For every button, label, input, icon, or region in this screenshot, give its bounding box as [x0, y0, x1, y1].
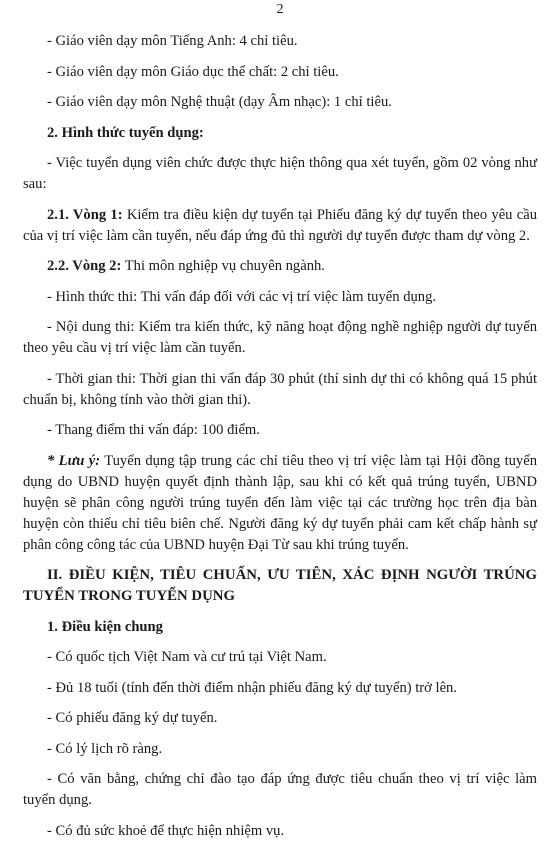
- line-teacher-english: - Giáo viên dạy môn Tiếng Anh: 4 chỉ tiêu.: [47, 33, 298, 49]
- section-heading-recruitment-form: 2. Hình thức tuyển dụng:: [47, 124, 204, 141]
- round2-label: 2.2. Vòng 2:: [47, 258, 122, 274]
- note-paragraph: [23, 451, 537, 556]
- round1-paragraph: [23, 205, 537, 247]
- document-body: [23, 31, 537, 851]
- round1-label: 2.1. Vòng 1:: [47, 206, 123, 223]
- page-number: 2: [276, 2, 284, 17]
- part2-heading: II. ĐIỀU KIỆN, TIÊU CHUẨN, ƯU TIÊN, XÁC ĐỊNH NGƯỜI TRÚNG TUYỂN TRONG TUYỂN DỤNG: [23, 567, 537, 604]
- line-teacher-art: - Giáo viên dạy môn Nghệ thuật (dạy Âm nhạc): 1 chỉ tiêu.: [47, 94, 392, 110]
- condition-item: - Có lý lịch rõ ràng.: [47, 740, 163, 757]
- round2-text: Thi môn nghiệp vụ chuyên ngành.: [121, 258, 325, 274]
- general-conditions-heading: 1. Điều kiện chung: [47, 618, 163, 635]
- recruitment-intro: - Việc tuyển dụng viên chức được thực hiện thông qua xét tuyển, gồm 02 vòng như sau:: [23, 155, 537, 192]
- condition-item: - Có văn bằng, chứng chỉ đào tạo đáp ứng được tiêu chuẩn theo vị trí việc làm tuyển dụng.: [23, 771, 537, 808]
- round2-paragraph: [23, 256, 537, 277]
- exam-form: - Hình thức thi: Thi vấn đáp đối với các vị trí việc làm tuyển dụng.: [47, 288, 437, 305]
- exam-time: - Thời gian thi: Thời gian thi vấn đáp 30 phút (thí sinh dự thi có không quá 15 phút chuẩn bị, không tính vào thời gian thi).: [23, 370, 537, 408]
- exam-scale: - Thang điểm thi vấn đáp: 100 điểm.: [47, 422, 260, 438]
- condition-item: - Có quốc tịch Việt Nam và cư trú tại Việt Nam.: [47, 649, 327, 665]
- line-teacher-pe: - Giáo viên dạy môn Giáo dục thể chất: 2 chỉ tiêu.: [47, 63, 339, 80]
- note-text: Tuyển dụng tập trung các chỉ tiêu theo vị trí việc làm tại Hội đồng tuyển dụng do UBND huyện quyết định thành lập, sau khi có kết quả trúng tuyển, UBND huyện sẽ phân công người trúng tuyển đến làm việc tại các trường học trên địa bàn huyện còn thiếu chỉ tiêu biên chế. Người đăng ký dự tuyển phải cam kết chấp hành sự phân công công tác của UBND huyện Đại Từ sau khi trúng tuyển.: [23, 452, 537, 553]
- condition-item: - Đủ 18 tuổi (tính đến thời điểm nhận phiếu đăng ký dự tuyển) trở lên.: [47, 679, 458, 696]
- round1-text: Kiểm tra điều kiện dự tuyển tại Phiếu đăng ký dự tuyển theo yêu cầu của vị trí việc làm cần tuyển, nếu đáp ứng đủ thì người dự tuyển được tham dự vòng 2.: [23, 206, 537, 244]
- condition-item: - Có đủ sức khoẻ để thực hiện nhiệm vụ.: [47, 822, 285, 839]
- note-label: * Lưu ý:: [47, 452, 101, 469]
- exam-content: - Nội dung thi: Kiểm tra kiến thức, kỹ năng hoạt động nghề nghiệp người dự tuyển theo yêu cầu vị trí việc làm cần tuyển.: [23, 319, 537, 356]
- condition-item: - Có phiếu đăng ký dự tuyển.: [47, 710, 218, 726]
